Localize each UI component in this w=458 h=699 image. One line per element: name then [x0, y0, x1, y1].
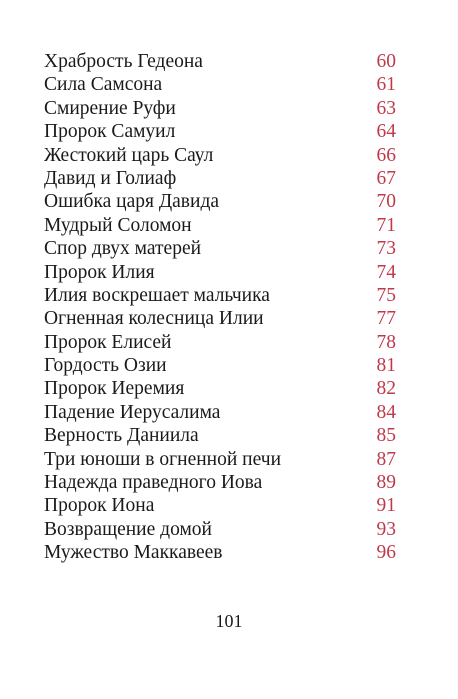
toc-entry-page: 96 [376, 542, 396, 564]
toc-entry-page: 60 [376, 51, 396, 72]
toc-entry[interactable] [44, 97, 396, 120]
toc-entry[interactable] [44, 471, 396, 494]
toc-entry-title: Три юноши в огненной печи [44, 448, 282, 470]
toc-entry[interactable] [44, 237, 396, 260]
page-number: 101 [215, 611, 243, 631]
toc-entry-page: 67 [376, 167, 396, 189]
toc-entry-title: Давид и Голиаф [44, 167, 177, 189]
toc-entry-title: Возвращение домой [44, 518, 212, 540]
toc-entry-page: 81 [376, 355, 396, 377]
toc-entry[interactable] [44, 167, 396, 190]
table-of-contents [44, 50, 396, 565]
toc-entry-title: Пророк Илия [44, 261, 155, 283]
toc-entry-title: Мужество Маккавеев [44, 542, 223, 564]
toc-entry-title: Пророк Иона [44, 495, 155, 517]
toc-entry-page: 93 [376, 518, 396, 540]
toc-entry-page: 71 [376, 214, 396, 236]
toc-entry-title: Жестокий царь Саул [44, 144, 214, 166]
toc-entry-page: 84 [376, 401, 396, 423]
toc-entry-page: 70 [376, 191, 396, 213]
toc-entry-title: Гордость Озии [44, 355, 167, 377]
toc-entry[interactable] [44, 377, 396, 400]
toc-entry-page: 78 [376, 331, 396, 353]
toc-entry-page: 74 [376, 261, 396, 283]
toc-entry[interactable] [44, 331, 396, 354]
toc-entry-page: 82 [376, 378, 396, 400]
toc-entry-page: 89 [376, 472, 396, 494]
toc-entry[interactable] [44, 190, 396, 213]
toc-entry-page: 91 [376, 495, 396, 517]
toc-entry-title: Ошибка царя Давида [44, 191, 220, 213]
toc-entry[interactable] [44, 50, 396, 73]
toc-entry-title: Храбрость Гедеона [44, 51, 203, 72]
toc-entry-page: 64 [376, 121, 396, 143]
toc-entry-title: Илия воскрешает мальчика [44, 284, 270, 306]
toc-entry-page: 73 [376, 238, 396, 260]
toc-entry-page: 61 [376, 74, 396, 96]
toc-entry[interactable] [44, 120, 396, 143]
toc-entry[interactable] [44, 448, 396, 471]
toc-entry[interactable] [44, 214, 396, 237]
toc-entry[interactable] [44, 518, 396, 541]
toc-entry[interactable] [44, 307, 396, 330]
toc-entry[interactable] [44, 261, 396, 284]
toc-entry-title: Верность Даниила [44, 425, 199, 447]
toc-entry-page: 77 [376, 308, 396, 330]
toc-entry-page: 75 [376, 284, 396, 306]
toc-entry-title: Пророк Иеремия [44, 378, 185, 400]
toc-entry-title: Пророк Елисей [44, 331, 172, 353]
toc-entry[interactable] [44, 494, 396, 517]
toc-entry-title: Огненная колесница Илии [44, 308, 264, 330]
toc-entry[interactable] [44, 541, 396, 564]
toc-entry-page: 87 [376, 448, 396, 470]
toc-entry-title: Мудрый Соломон [44, 214, 192, 236]
toc-entry[interactable] [44, 284, 396, 307]
toc-entry-title: Падение Иерусалима [44, 401, 221, 423]
toc-entry-title: Смирение Руфи [44, 97, 176, 119]
toc-entry-page: 85 [376, 425, 396, 447]
toc-entry[interactable] [44, 424, 396, 447]
toc-entry-title: Сила Самсона [44, 74, 163, 96]
toc-entry-title: Пророк Самуил [44, 121, 176, 143]
toc-entry-page: 63 [376, 97, 396, 119]
toc-entry[interactable] [44, 354, 396, 377]
toc-entry-title: Спор двух матерей [44, 238, 202, 260]
toc-entry[interactable] [44, 144, 396, 167]
toc-entry[interactable] [44, 401, 396, 424]
toc-entry[interactable] [44, 73, 396, 96]
toc-entry-page: 66 [376, 144, 396, 166]
toc-entry-title: Надежда праведного Иова [44, 472, 263, 494]
